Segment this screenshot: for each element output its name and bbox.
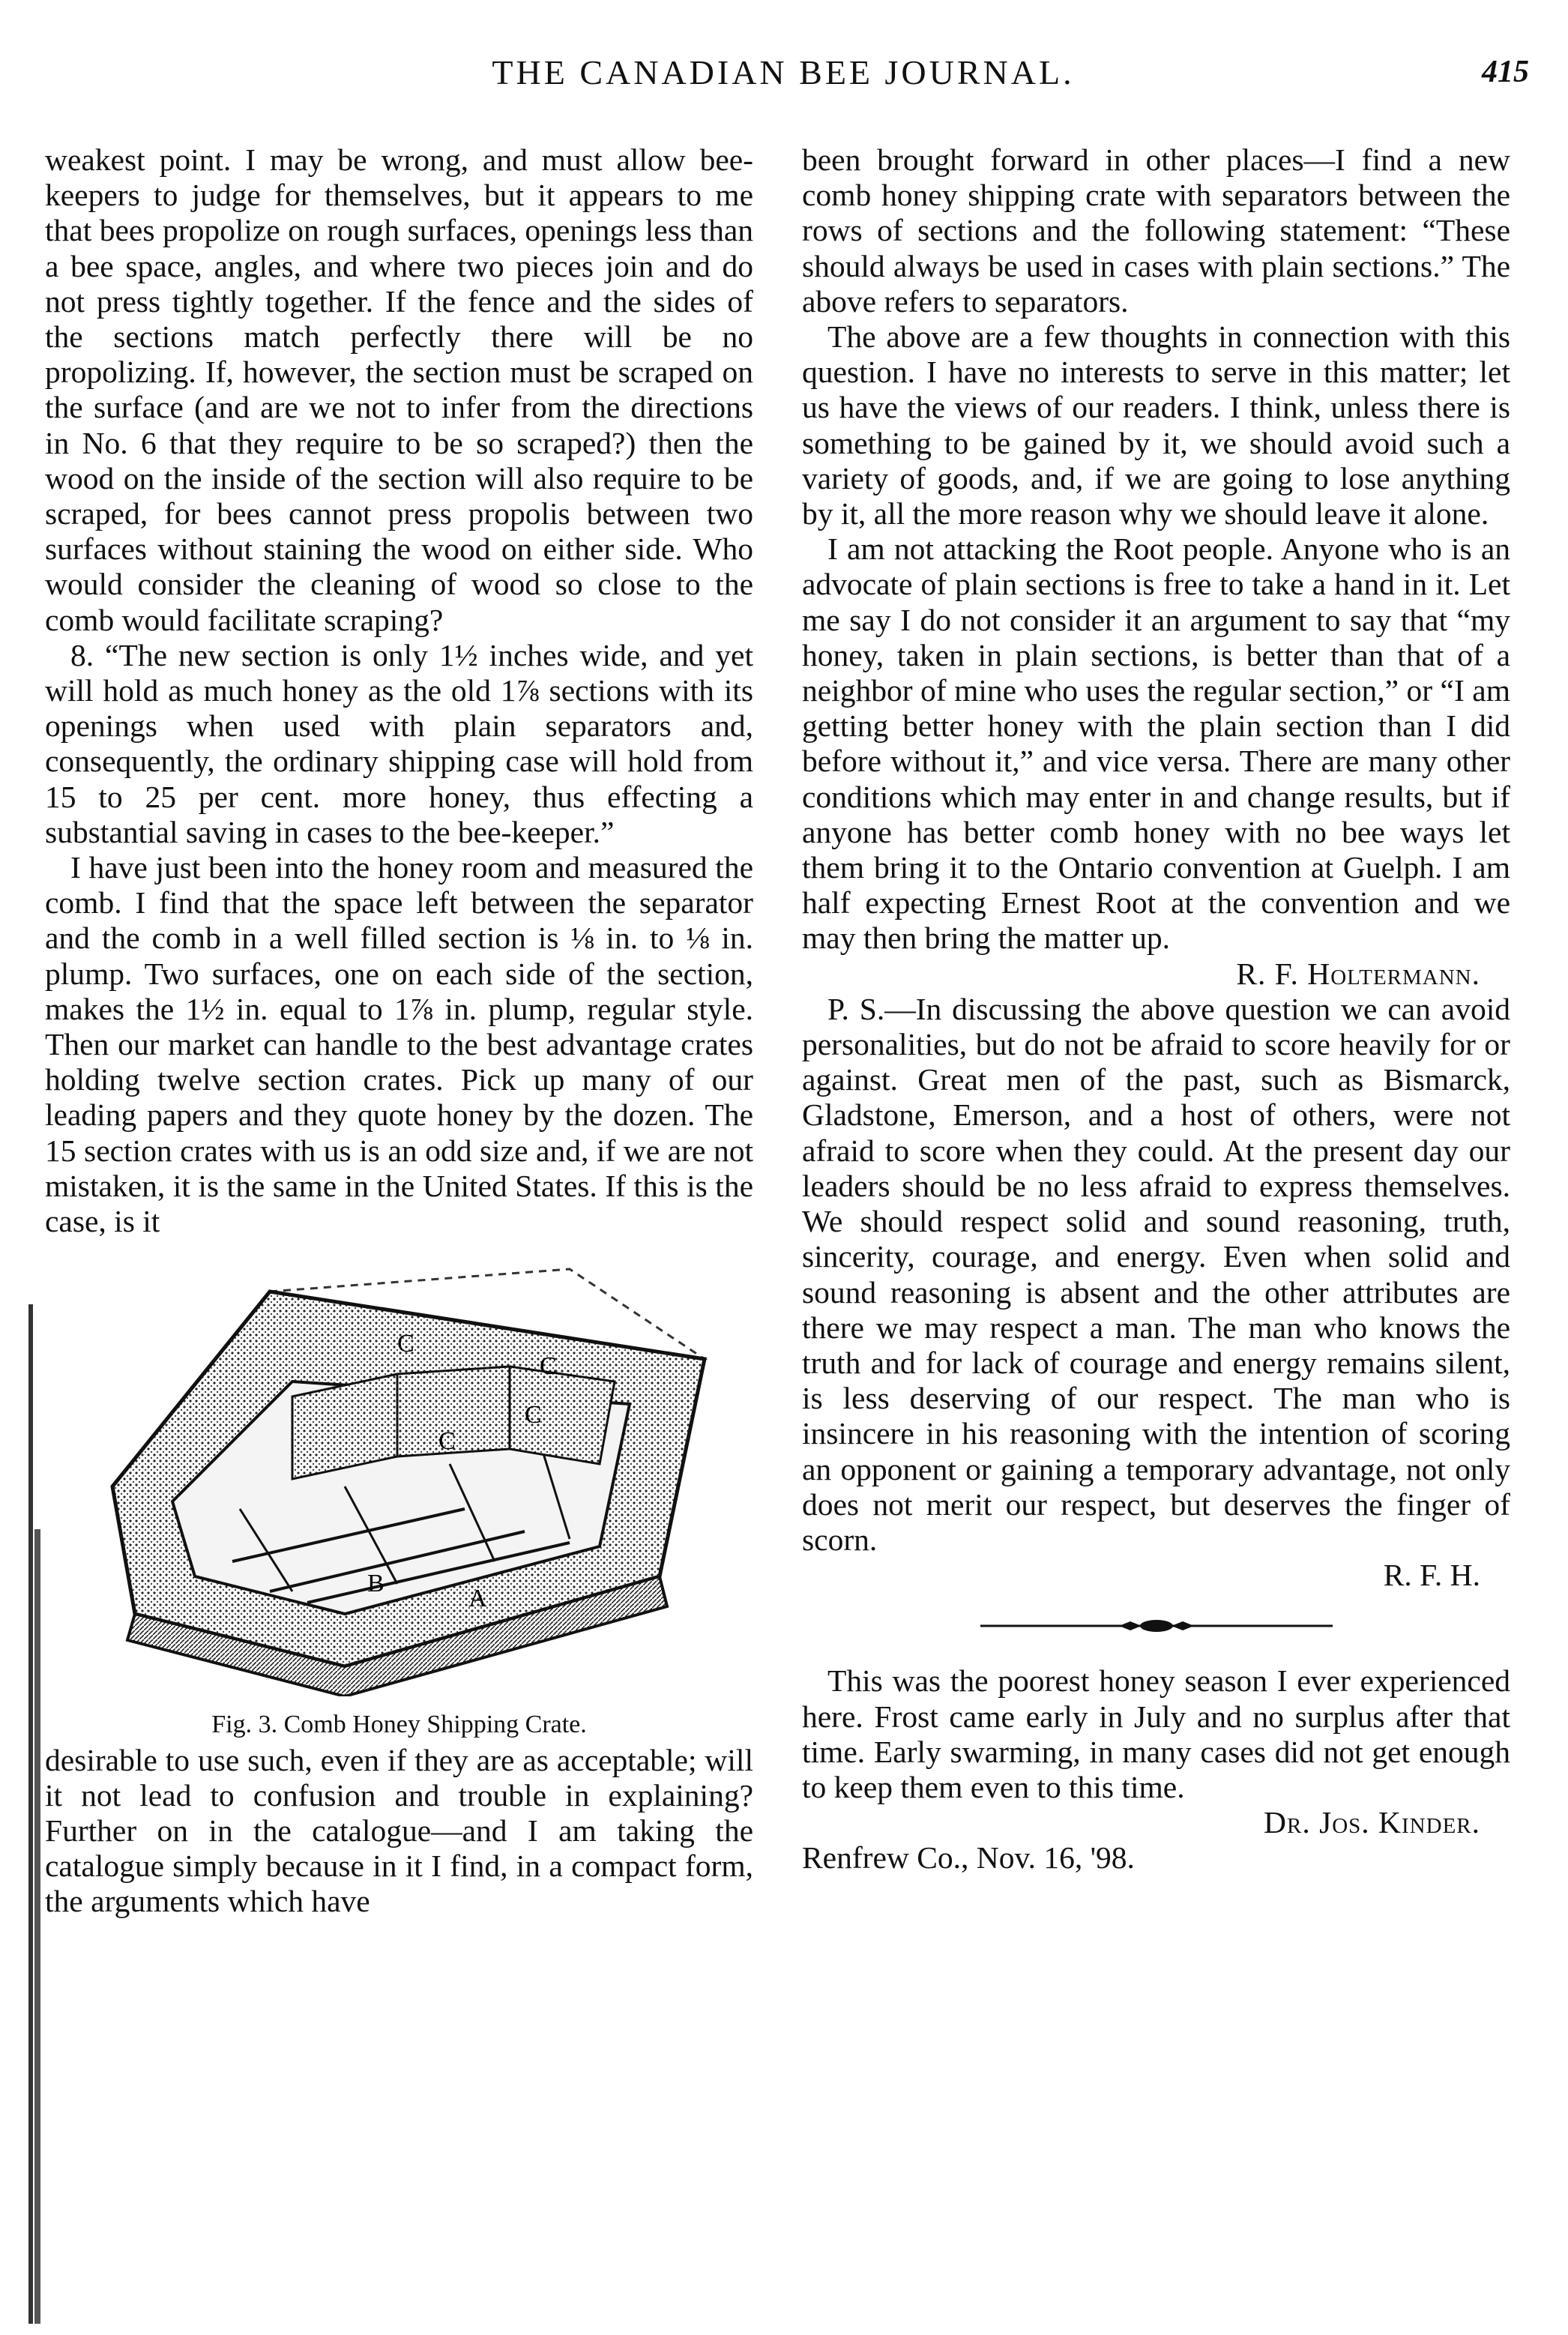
crate-illustration: [45, 1262, 753, 1696]
figure-label-b: B: [367, 1570, 385, 1598]
figure-label-c1: C: [397, 1330, 414, 1358]
scan-edge-shadow: [25, 1304, 45, 2324]
left-column: [45, 142, 753, 1920]
left-paragraph-3: I have just been into the honey room and measured the comb. I find that the space left between the separator and the comb in a well filled section is ⅛ in. to ⅛ in. plump. Two surfaces, one on each side of the section, makes the 1½ in. equal to 1⅞ in. plump, regular style. Then our market can handle to the best advantage crates holding twelve section crates. Pick up many of our leading papers and they quote honey by the dozen. The 15 section crates with us is an odd size and, if we are not mistaken, it is the same in the United States. If this is the case, is it: [45, 850, 753, 1239]
dateline: Renfrew Co., Nov. 16, '98.: [802, 1840, 1135, 1875]
signature-kinder: Dr. Jos. Kinder.: [1264, 1805, 1480, 1840]
figure-comb-honey-crate: [45, 1262, 753, 1696]
left-paragraph-1: weakest point. I may be wrong, and must allow bee-keepers to judge for themselves, but it appears to me that bees propolize on rough surfaces, openings less than a bee space, angles, and where two pieces join and do not press tightly together. If the fence and the sides of the sections match perfectly there will be no propolizing. If, however, the section must be scraped on the surface (and are we not to infer from the directions in No. 6 that they require to be so scraped?) then the wood on the inside of the section will also require to be scraped, for bees cannot press propolis between two surfaces without staining the wood on either side. Who would consider the cleaning of wood so close to the comb would facilitate scraping?: [45, 142, 753, 637]
running-head: THE CANADIAN BEE JOURNAL.: [492, 53, 1075, 91]
right-paragraph-4: P. S.—In discussing the above question we can avoid personalities, but do not be afraid to score heavily for or against. Great men of the past, such as Bismarck, Gladstone, Emerson, and a host of others, were not afraid to score when they could. At the present day our leaders should be no less afraid to express themselves. We should respect solid and sound reasoning, truth, sincerity, courage, and energy. Even when solid and sound reasoning is absent and the other attributes are there we may respect a man. The man who knows the truth and for lack of courage and energy remains silent, is less deserving of our respect. The man who is insincere in his reasoning with the intention of scoring an opponent or gaining a temporary advantage, not only does not merit our respect, but deserves the finger of scorn.: [802, 991, 1510, 1557]
right-paragraph-5: This was the poorest honey season I ever experienced here. Frost came early in July and no surplus after that time. Early swarming, in many cases did not get enough to keep them even to this time.: [802, 1663, 1510, 1804]
ornamental-rule: [980, 1618, 1333, 1633]
right-paragraph-3: I am not attacking the Root people. Anyone who is an advocate of plain sections is free to take a hand in it. Let me say I do not consider it an argument to say that “my honey, taken in plain sections, is better than that of a neighbor of mine who uses the regular section,” or “I am getting better honey with the plain section than I did before without it,” and vice versa. There are many other conditions which may enter in and change results, but if anyone has better comb honey with no bee ways let them bring it to the Ontario convention at Guelph. I am half expecting Ernest Root at the convention and we may then bring the matter up.: [802, 531, 1510, 956]
figure-label-a: A: [468, 1585, 487, 1613]
left-paragraph-2: 8. “The new section is only 1½ inches wide, and yet will hold as much honey as the old 1⅞ sections with its openings when used with plain separators and, consequently, the ordinary shipping case will hold from 15 to 25 per cent. more honey, thus effecting a substantial saving in cases to the bee-keeper.”: [45, 637, 753, 849]
figure-caption: Fig. 3. Comb Honey Shipping Crate.: [211, 1711, 587, 1739]
figure-label-c3: C: [525, 1401, 542, 1429]
right-paragraph-2: The above are a few thoughts in connection with this question. I have no interests to serve in this matter; let us have the views of our readers. I think, unless there is something to be gained by it, we should avoid such a variety of goods, and, if we are going to lose anything by it, all the more reason why we should leave it alone.: [802, 319, 1510, 531]
signature-holtermann: R. F. Holtermann.: [1236, 956, 1480, 991]
right-paragraph-1: been brought forward in other places—I find a new comb honey shipping crate with separators between the rows of sections and the following statement: “These should always be used in cases with plain sections.” The above refers to separators.: [802, 142, 1510, 319]
figure-label-c4: C: [438, 1427, 456, 1456]
right-column: [802, 142, 1510, 1876]
signature-rfh: R. F. H.: [1383, 1558, 1480, 1593]
left-paragraph-4: desirable to use such, even if they are as acceptable; will it not lead to confusion and trouble in explaining? Further on in the catalogue—and I am taking the catalogue simply because in it I find, in a compact form, the arguments which have: [45, 1742, 753, 1919]
page-header: [37, 52, 1529, 97]
page-number: 415: [1482, 55, 1529, 89]
figure-label-c2: C: [540, 1352, 557, 1381]
